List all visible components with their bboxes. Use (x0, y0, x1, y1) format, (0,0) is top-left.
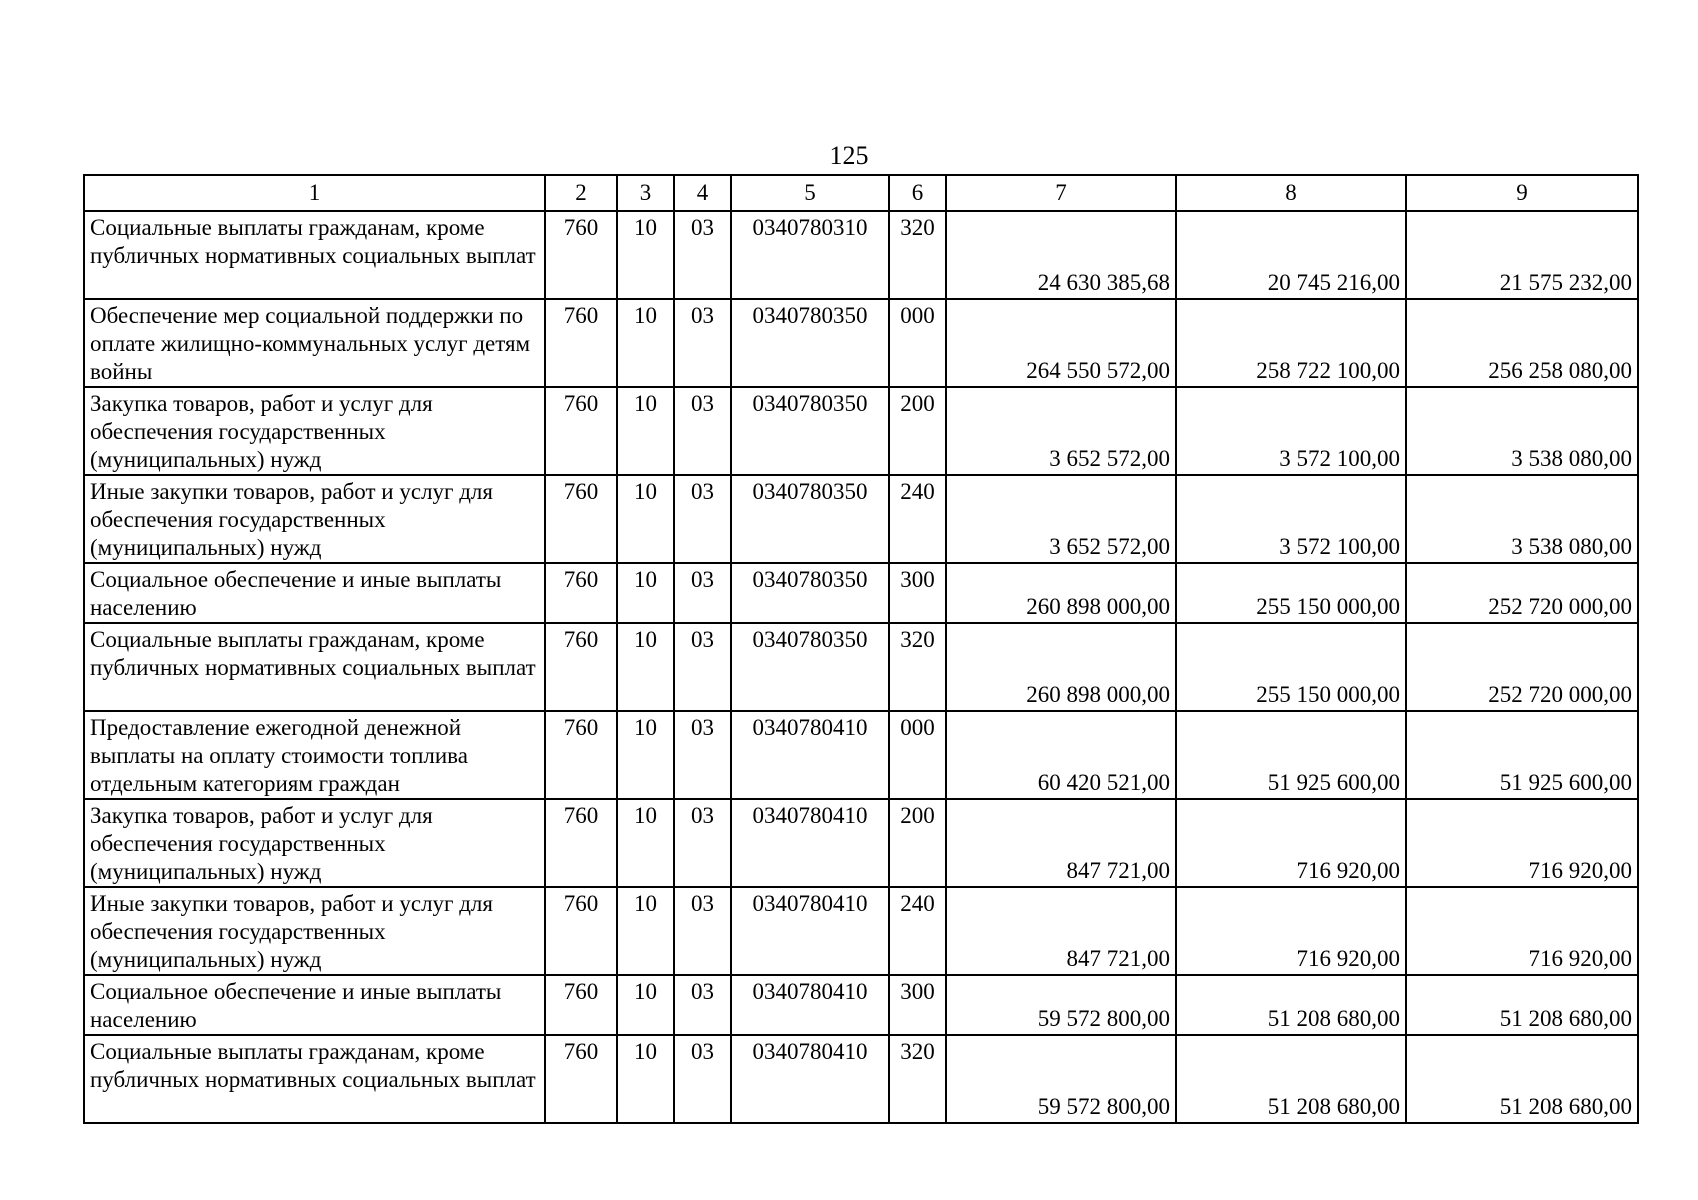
admin-code: 760 (545, 563, 617, 623)
section-code: 10 (617, 1035, 674, 1123)
admin-code: 760 (545, 887, 617, 975)
row-name: Иные закупки товаров, работ и услуг для обеспечения государственных (муниципальных) нужд (84, 475, 545, 563)
amount-col7: 847 721,00 (946, 799, 1176, 887)
header-row (84, 175, 1638, 211)
subsection-code: 03 (674, 887, 731, 975)
target-code: 0340780410 (731, 887, 889, 975)
amount-col7: 264 550 572,00 (946, 299, 1176, 387)
section-code: 10 (617, 887, 674, 975)
amount-col7: 59 572 800,00 (946, 1035, 1176, 1123)
amount-col9: 3 538 080,00 (1406, 475, 1638, 563)
table-row (84, 799, 1638, 887)
amount-col8: 51 925 600,00 (1176, 711, 1406, 799)
budget-table (83, 174, 1639, 1124)
target-code: 0340780410 (731, 1035, 889, 1123)
column-header: 5 (731, 175, 889, 211)
section-code: 10 (617, 211, 674, 299)
section-code: 10 (617, 563, 674, 623)
subsection-code: 03 (674, 563, 731, 623)
row-name: Закупка товаров, работ и услуг для обеспечения государственных (муниципальных) нужд (84, 799, 545, 887)
table-row (84, 1035, 1638, 1123)
section-code: 10 (617, 475, 674, 563)
admin-code: 760 (545, 387, 617, 475)
section-code: 10 (617, 299, 674, 387)
amount-col7: 24 630 385,68 (946, 211, 1176, 299)
amount-col9: 3 538 080,00 (1406, 387, 1638, 475)
expense-type-code: 300 (889, 975, 946, 1035)
subsection-code: 03 (674, 211, 731, 299)
admin-code: 760 (545, 1035, 617, 1123)
table-row (84, 975, 1638, 1035)
column-header: 4 (674, 175, 731, 211)
amount-col9: 51 925 600,00 (1406, 711, 1638, 799)
admin-code: 760 (545, 211, 617, 299)
target-code: 0340780410 (731, 975, 889, 1035)
row-name: Социальные выплаты гражданам, кроме публичных нормативных социальных выплат (84, 623, 545, 711)
subsection-code: 03 (674, 299, 731, 387)
target-code: 0340780350 (731, 387, 889, 475)
target-code: 0340780350 (731, 563, 889, 623)
admin-code: 760 (545, 799, 617, 887)
expense-type-code: 000 (889, 711, 946, 799)
amount-col8: 20 745 216,00 (1176, 211, 1406, 299)
table-row (84, 211, 1638, 299)
amount-col7: 847 721,00 (946, 887, 1176, 975)
subsection-code: 03 (674, 387, 731, 475)
admin-code: 760 (545, 623, 617, 711)
amount-col7: 60 420 521,00 (946, 711, 1176, 799)
subsection-code: 03 (674, 711, 731, 799)
expense-type-code: 200 (889, 387, 946, 475)
amount-col9: 51 208 680,00 (1406, 975, 1638, 1035)
section-code: 10 (617, 975, 674, 1035)
admin-code: 760 (545, 299, 617, 387)
column-header: 7 (946, 175, 1176, 211)
subsection-code: 03 (674, 623, 731, 711)
section-code: 10 (617, 799, 674, 887)
row-name: Социальное обеспечение и иные выплаты населению (84, 975, 545, 1035)
page-number: 125 (829, 141, 869, 170)
expense-type-code: 320 (889, 211, 946, 299)
expense-type-code: 300 (889, 563, 946, 623)
table-row (84, 475, 1638, 563)
amount-col7: 59 572 800,00 (946, 975, 1176, 1035)
amount-col8: 716 920,00 (1176, 799, 1406, 887)
table-row (84, 299, 1638, 387)
amount-col8: 716 920,00 (1176, 887, 1406, 975)
table-row (84, 387, 1638, 475)
amount-col9: 716 920,00 (1406, 799, 1638, 887)
amount-col7: 260 898 000,00 (946, 563, 1176, 623)
section-code: 10 (617, 387, 674, 475)
subsection-code: 03 (674, 975, 731, 1035)
target-code: 0340780310 (731, 211, 889, 299)
amount-col8: 255 150 000,00 (1176, 623, 1406, 711)
table-row (84, 887, 1638, 975)
section-code: 10 (617, 623, 674, 711)
admin-code: 760 (545, 975, 617, 1035)
column-header: 8 (1176, 175, 1406, 211)
amount-col8: 51 208 680,00 (1176, 975, 1406, 1035)
expense-type-code: 320 (889, 623, 946, 711)
amount-col8: 255 150 000,00 (1176, 563, 1406, 623)
amount-col7: 260 898 000,00 (946, 623, 1176, 711)
table-row (84, 563, 1638, 623)
target-code: 0340780350 (731, 299, 889, 387)
amount-col8: 3 572 100,00 (1176, 387, 1406, 475)
amount-col9: 252 720 000,00 (1406, 563, 1638, 623)
subsection-code: 03 (674, 1035, 731, 1123)
row-name: Обеспечение мер социальной поддержки по оплате жилищно-коммунальных услуг детям войны (84, 299, 545, 387)
column-header: 1 (84, 175, 545, 211)
amount-col9: 21 575 232,00 (1406, 211, 1638, 299)
target-code: 0340780410 (731, 799, 889, 887)
column-header: 3 (617, 175, 674, 211)
table-row (84, 711, 1638, 799)
expense-type-code: 240 (889, 475, 946, 563)
row-name: Социальное обеспечение и иные выплаты населению (84, 563, 545, 623)
amount-col7: 3 652 572,00 (946, 387, 1176, 475)
target-code: 0340780350 (731, 623, 889, 711)
target-code: 0340780410 (731, 711, 889, 799)
amount-col9: 51 208 680,00 (1406, 1035, 1638, 1123)
row-name: Иные закупки товаров, работ и услуг для обеспечения государственных (муниципальных) нужд (84, 887, 545, 975)
amount-col8: 3 572 100,00 (1176, 475, 1406, 563)
admin-code: 760 (545, 475, 617, 563)
section-code: 10 (617, 711, 674, 799)
row-name: Социальные выплаты гражданам, кроме публичных нормативных социальных выплат (84, 211, 545, 299)
amount-col9: 256 258 080,00 (1406, 299, 1638, 387)
row-name: Закупка товаров, работ и услуг для обеспечения государственных (муниципальных) нужд (84, 387, 545, 475)
amount-col9: 252 720 000,00 (1406, 623, 1638, 711)
row-name: Предоставление ежегодной денежной выплаты на оплату стоимости топлива отдельным категориям граждан (84, 711, 545, 799)
subsection-code: 03 (674, 799, 731, 887)
column-header: 2 (545, 175, 617, 211)
column-header: 9 (1406, 175, 1638, 211)
subsection-code: 03 (674, 475, 731, 563)
expense-type-code: 320 (889, 1035, 946, 1123)
row-name: Социальные выплаты гражданам, кроме публичных нормативных социальных выплат (84, 1035, 545, 1123)
column-header: 6 (889, 175, 946, 211)
expense-type-code: 240 (889, 887, 946, 975)
amount-col8: 51 208 680,00 (1176, 1035, 1406, 1123)
expense-type-code: 000 (889, 299, 946, 387)
target-code: 0340780350 (731, 475, 889, 563)
amount-col9: 716 920,00 (1406, 887, 1638, 975)
admin-code: 760 (545, 711, 617, 799)
table-row (84, 623, 1638, 711)
expense-type-code: 200 (889, 799, 946, 887)
amount-col7: 3 652 572,00 (946, 475, 1176, 563)
amount-col8: 258 722 100,00 (1176, 299, 1406, 387)
